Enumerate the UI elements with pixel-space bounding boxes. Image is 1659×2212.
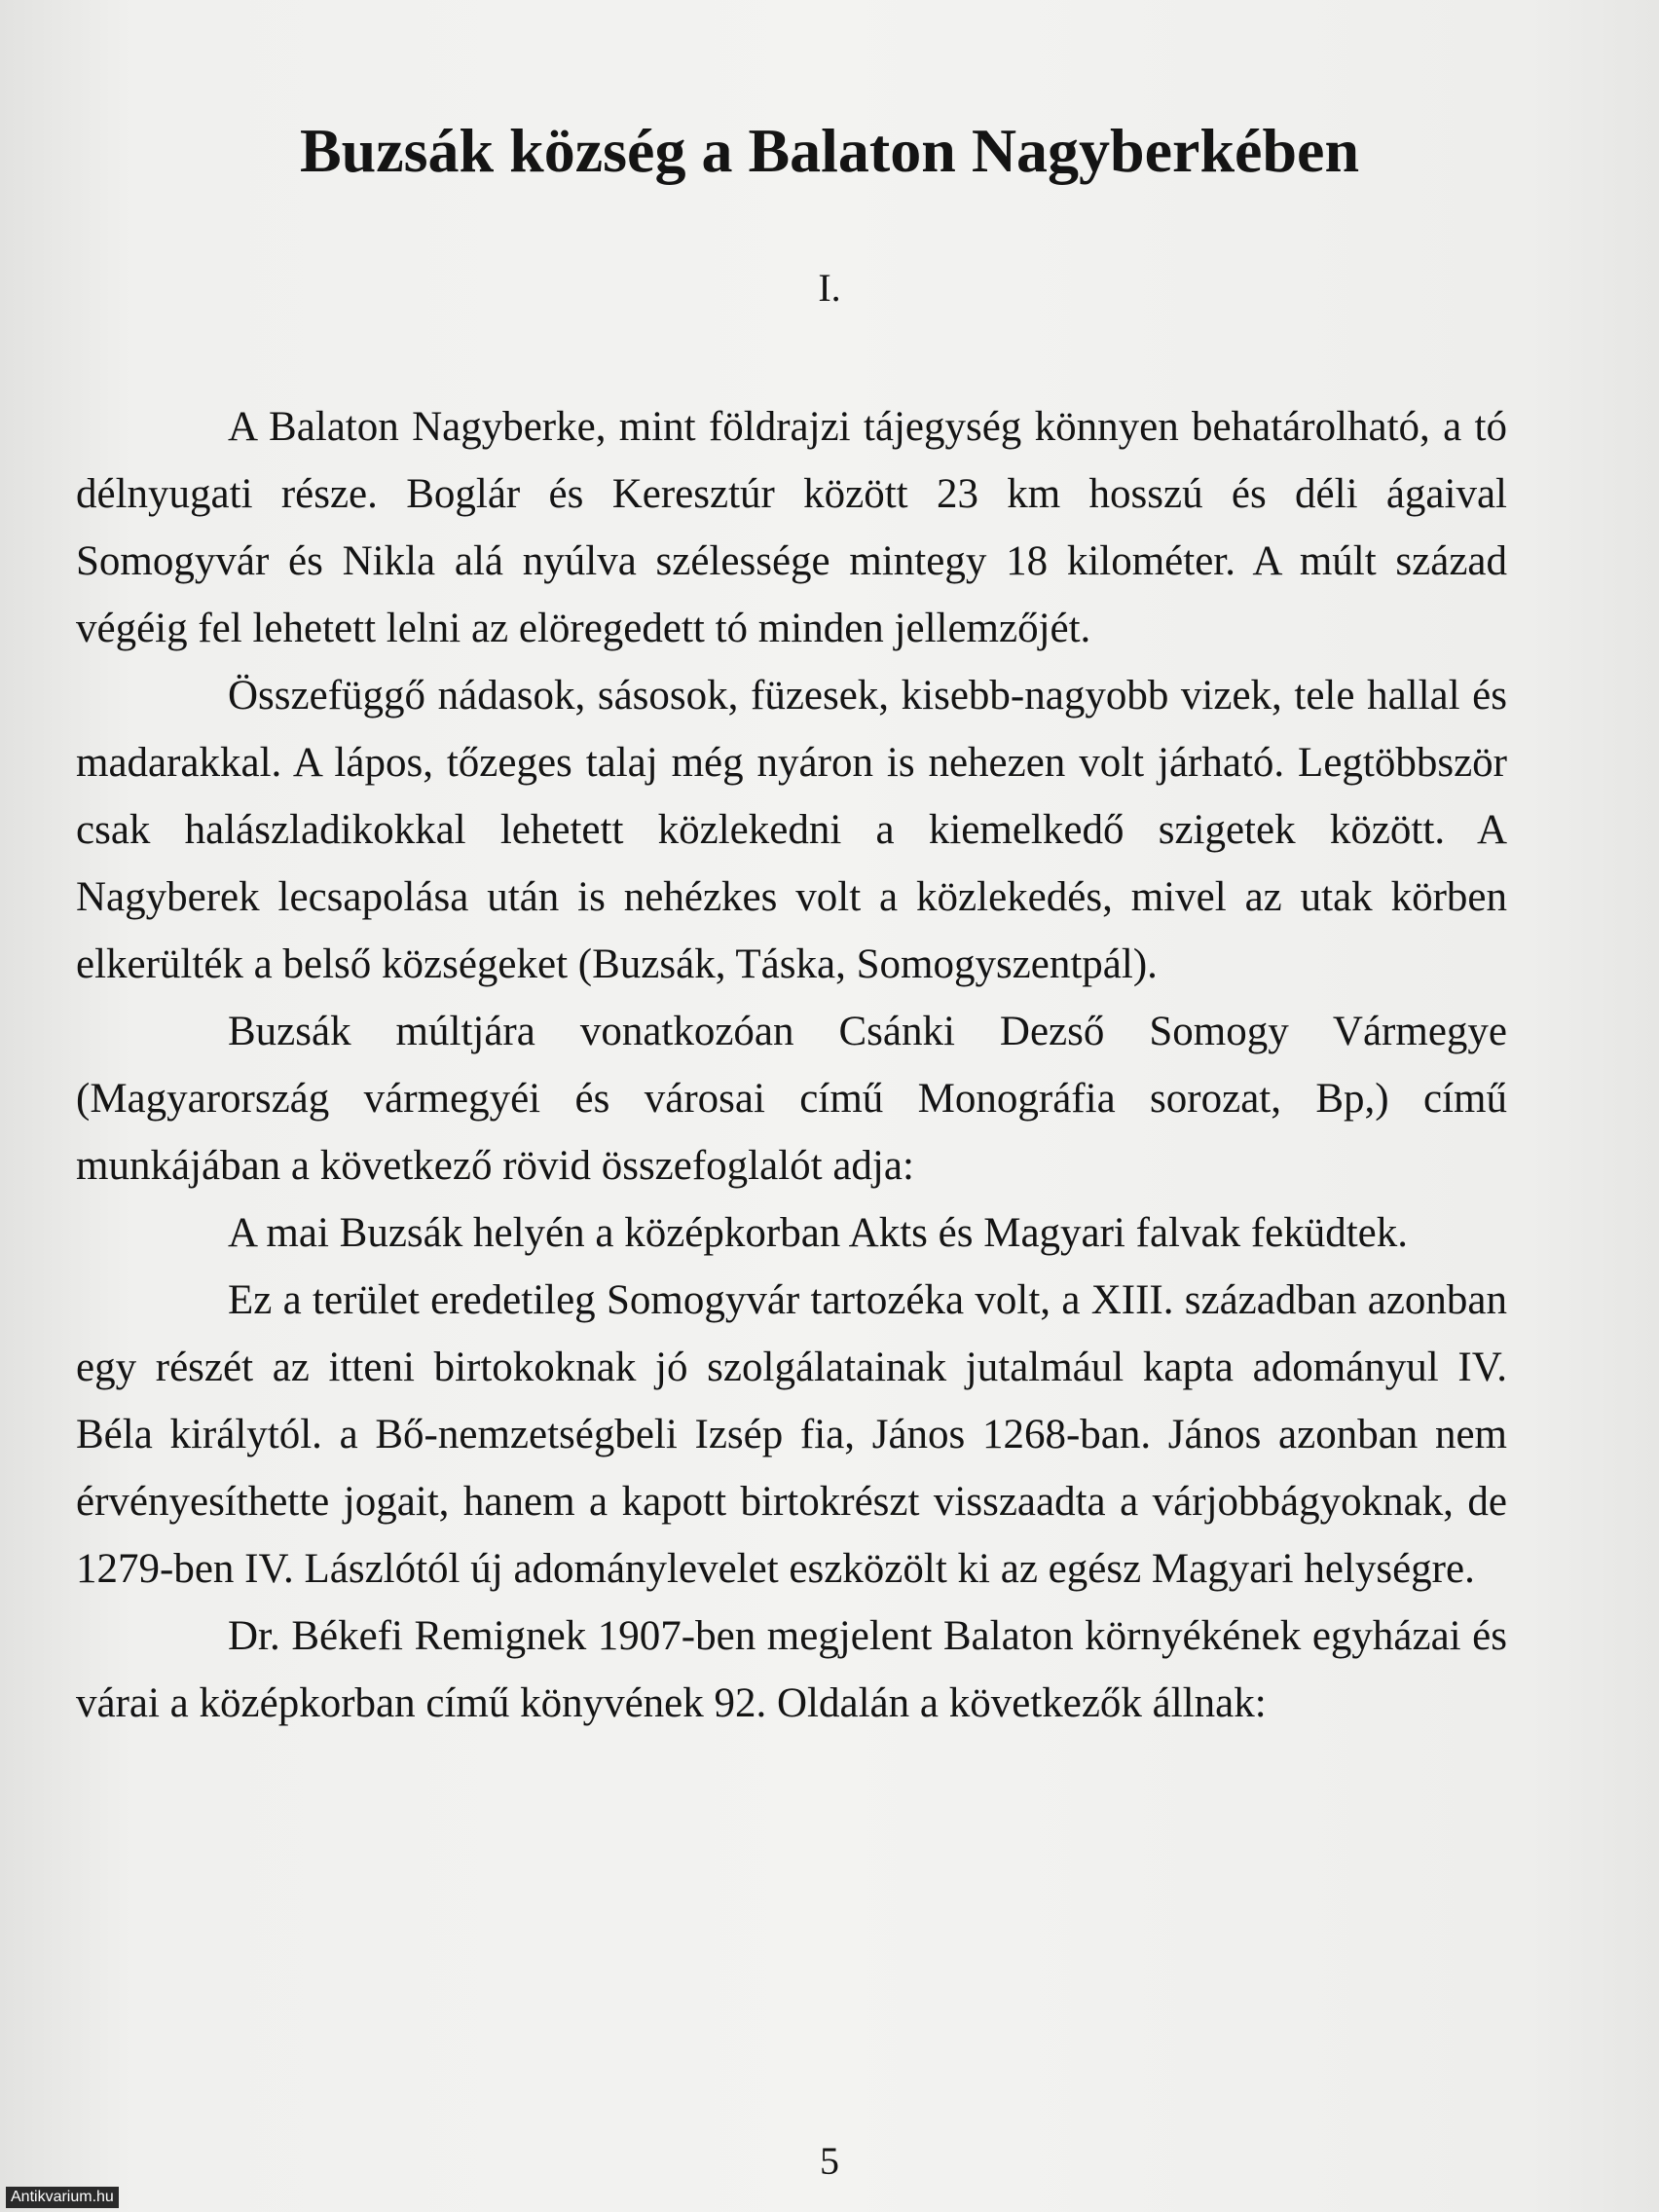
paragraph: Buzsák múltjára vonatkozóan Csánki Dezső Somogy Vármegye (Magyarország vármegyéi és városai című Monográfia sorozat, Bp,) című munkájában a következő rövid összefoglalót adja: bbox=[76, 1009, 1507, 1189]
section-number: I. bbox=[818, 266, 841, 310]
watermark-label: Antikvarium.hu bbox=[6, 2187, 119, 2208]
paragraph: A mai Buzsák helyén a középkorban Akts és Magyari falvak feküdtek. bbox=[228, 1210, 1408, 1256]
page-number: 5 bbox=[820, 2139, 839, 2183]
body-text bbox=[76, 393, 1507, 1737]
paragraph: Ez a terület eredetileg Somogyvár tartozéka volt, a XIII. században azonban egy részét az itteni birtokoknak jó szolgálatainak jutalmául kapta adományul IV. Béla királytól. a Bő-nemzetségbeli Izsép fia, János 1268-ban. János azonban nem érvényesíthette jogait, hanem a kapott birtokrészt visszaadta a várjobbágyoknak, de 1279-ben IV. Lászlótól új adománylevelet eszközölt ki az egész Magyari helységre. bbox=[76, 1277, 1507, 1592]
page-title: Buzsák község a Balaton Nagyberkében bbox=[299, 116, 1360, 185]
paragraph: Összefüggő nádasok, sásosok, füzesek, kisebb-nagyobb vizek, tele hallal és madarakkal. A lápos, tőzeges talaj még nyáron is nehezen volt járható. Legtöbbször csak halászladikokkal lehetett közlekedni a kiemelkedő szigetek között. A Nagyberek lecsapolása után is nehézkes volt a közlekedés, mivel az utak körben elkerülték a belső községeket (Buzsák, Táska, Somogyszentpál). bbox=[76, 673, 1507, 987]
paragraph: Dr. Békefi Remignek 1907-ben megjelent Balaton környékének egyházai és várai a középkorban című könyvének 92. Oldalán a következők állnak: bbox=[76, 1613, 1507, 1726]
paragraph: A Balaton Nagyberke, mint földrajzi tájegység könnyen behatárolható, a tó délnyugati része. Boglár és Keresztúr között 23 km hosszú és déli ágaival Somogyvár és Nikla alá nyúlva szélessége mintegy 18 kilométer. A múlt század végéig fel lehetett lelni az elöregedett tó minden jellemzőjét. bbox=[76, 404, 1507, 651]
